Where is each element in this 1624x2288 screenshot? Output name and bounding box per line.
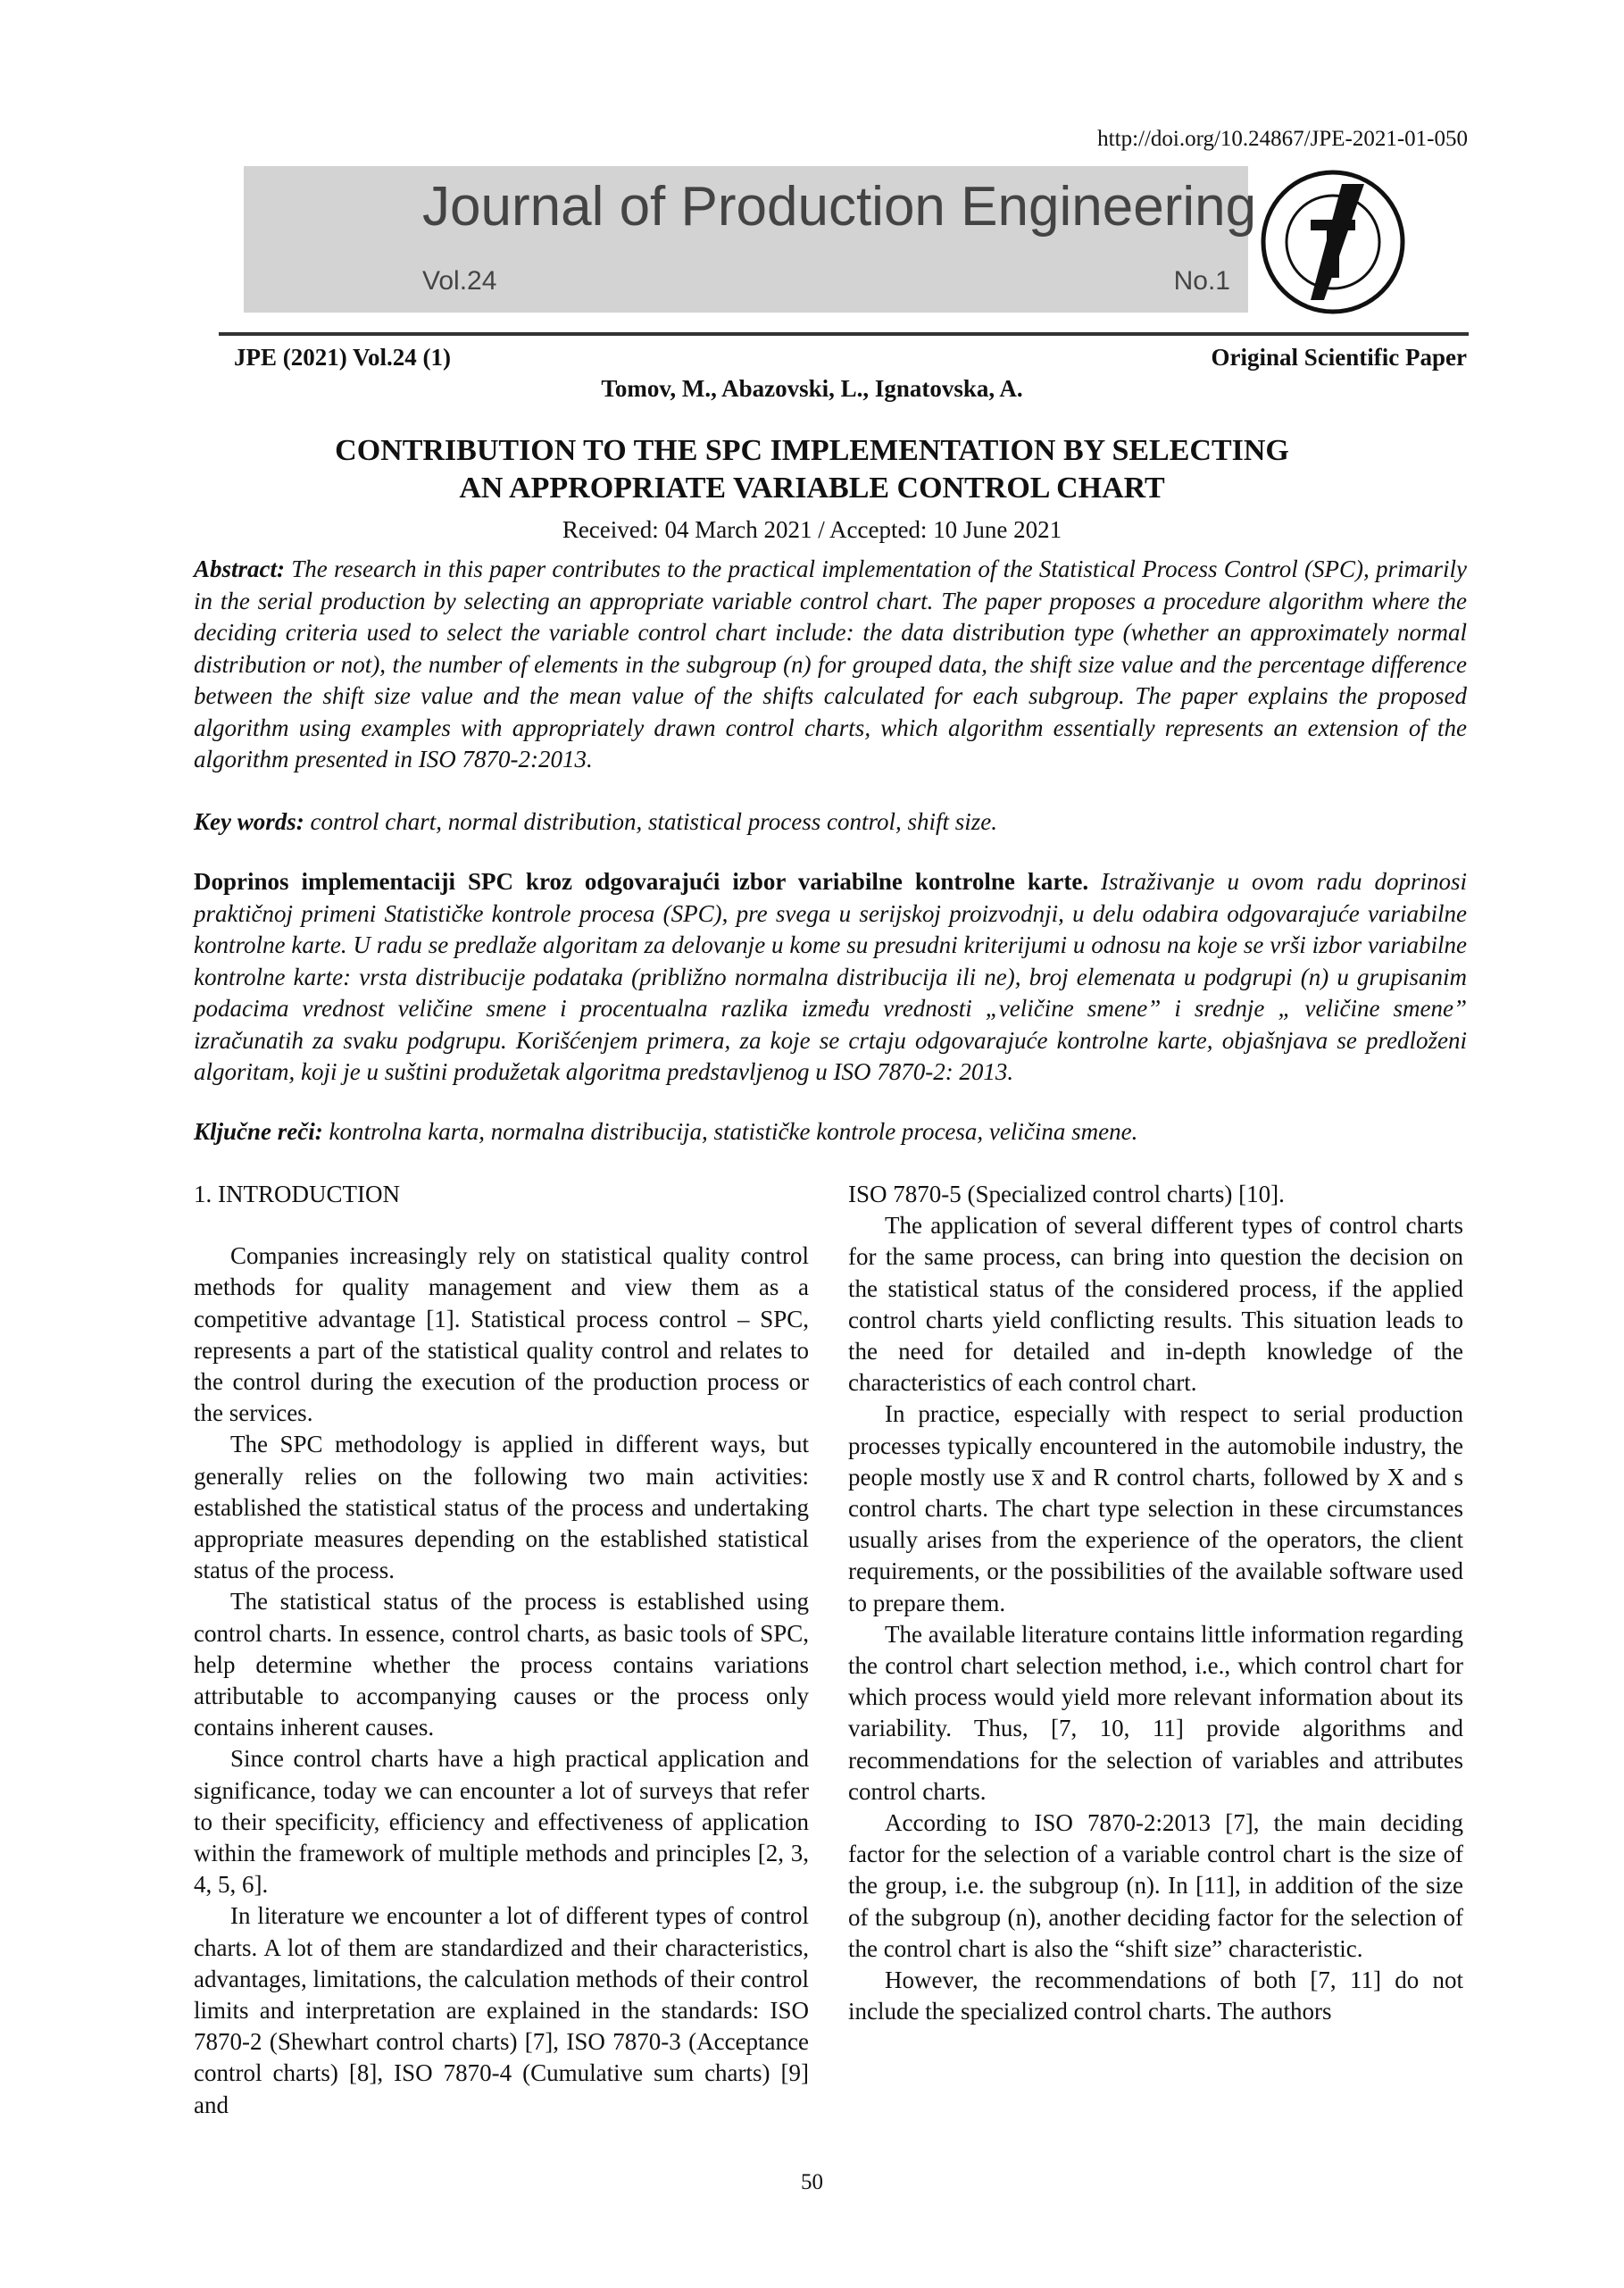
keywords-text: control chart, normal distribution, statistical process control, shift size. [304, 808, 998, 835]
serbian-keywords-text: kontrolna karta, normalna distribucija, statističke kontrole procesa, veličina smene. [322, 1118, 1138, 1145]
title-line: AN APPROPRIATE VARIABLE CONTROL CHART [459, 472, 1165, 505]
serbian-keywords [194, 1116, 1467, 1148]
citation-info: JPE (2021) Vol.24 (1) [234, 344, 451, 371]
paragraph: Since control charts have a high practical application and significance, today we can encounter a lot of surveys that refer to their specificity, efficiency and effectiveness of application within the framework of multiple methods and principles [2, 3, 4, 5, 6]. [194, 1745, 809, 1899]
paragraph-continuation: ISO 7870-5 (Specialized control charts) [10]. [848, 1181, 1285, 1207]
paragraph: In practice, especially with respect to serial production processes typically encountered in the automobile industry, the people mostly use x̅ and R control charts, followed by X and s control charts. The chart type selection in these circumstances usually arises from the experience of the operators, the client requirements, or the possibilities of the available software used to prepare them. [848, 1400, 1463, 1616]
serbian-abstract [194, 866, 1467, 1089]
issue-label: No.1 [1173, 266, 1230, 296]
paper-type: Original Scientific Paper [1211, 344, 1467, 371]
paragraph: The available literature contains little information regarding the control chart selection method, i.e., which control chart for which process would yield more relevant information about its variability. Thus, [7, 10, 11] provide algorithms and recommendations for the selection of variables and attributes control charts. [848, 1620, 1463, 1805]
page-number: 50 [801, 2170, 823, 2194]
keywords [194, 806, 1467, 839]
faculty-seal-icon [1257, 166, 1409, 318]
section-heading: 1. INTRODUCTION [194, 1181, 400, 1207]
paragraph: However, the recommendations of both [7, 11] do not include the specialized control charts. The authors [848, 1967, 1463, 2025]
abstract-label: Abstract: [194, 555, 286, 582]
doi-link[interactable]: http://doi.org/10.24867/JPE-2021-01-050 [1097, 127, 1468, 151]
authors: Tomov, M., Abazovski, L., Ignatovska, A. [601, 375, 1023, 402]
received-dates: Received: 04 March 2021 / Accepted: 10 June 2021 [562, 516, 1062, 543]
title-line: CONTRIBUTION TO THE SPC IMPLEMENTATION BY SELECTING [335, 434, 1289, 467]
right-column [848, 1179, 1463, 2027]
header-rule [219, 332, 1469, 336]
serbian-abstract-text: Istraživanje u ovom radu doprinosi praktičnoj primeni Statističke kontrole procesa (SPC), pre svega u serijskoj proizvodnji, u delu odabira odgovarajuće variabilne kontrolne karte. U radu se predlaže algoritam za delovanje u kome su presudni kriterijumi u odnosu na koje se vrši izbor variabilne kontrolne karte: vrsta distribucije podataka (približno normalna distribucija ili ne), broj elemenata u podgrupi (n) u grupisanim podacima vrednost veličine smene i procentualna razlika između vrednosti „veličine smene” i srednje „ veličine smene” izračunatih za svaku podgrupu. Korišćenjem primera, za koje se crtaju odgovarajuće kontrolne karte, objašnjava se predloženi algoritam, koji je u suštini produžetak algoritma predstavljenog u ISO 7870-2: 2013. [194, 868, 1467, 1085]
paragraph: Companies increasingly rely on statistical quality control methods for quality management and view them as a competitive advantage [1]. Statistical process control – SPC, represents a part of the statistical quality control and relates to the control during the execution of the production process or the services. [194, 1242, 809, 1427]
abstract-text: The research in this paper contributes to the practical implementation of the Statistical Process Control (SPC), primarily in the serial production by selecting an appropriate variable control chart. The paper proposes a procedure algorithm where the deciding criteria used to select the variable control chart include: the data distribution type (whether an approximately normal distribution or not), the number of elements in the subgroup (n) for grouped data, the shift size value and the percentage difference between the shift size value and the mean value of the shifts calculated for each subgroup. The paper explains the proposed algorithm using examples with appropriately drawn control charts, which algorithm essentially represents an extension of the algorithm presented in ISO 7870-2:2013. [194, 555, 1467, 772]
paragraph: The SPC methodology is applied in different ways, but generally relies on the following two main activities: established the statistical status of the process and undertaking appropriate measures depending on the established statistical status of the process. [194, 1431, 809, 1584]
keywords-label: Key words: [194, 808, 304, 835]
journal-banner [244, 166, 1257, 313]
paragraph: The application of several different types of control charts for the same process, can bring into question the decision on the statistical status of the considered process, if the applied control charts yield conflicting results. This situation leads to the need for detailed and in-depth knowledge of the characteristics of each control chart. [848, 1212, 1463, 1397]
serbian-title: Doprinos implementaciji SPC kroz odgovarajući izbor variabilne kontrolne karte. [194, 868, 1089, 895]
journal-title: Journal of Production Engineering [422, 176, 1257, 238]
paragraph: According to ISO 7870-2:2013 [7], the main deciding factor for the selection of a variable control chart is the size of the group, i.e. the subgroup (n). In [11], in addition of the size of the subgroup (n), another deciding factor for the selection of the control chart is also the “shift size” characteristic. [848, 1809, 1463, 1962]
serbian-keywords-label: Ključne reči: [194, 1118, 323, 1145]
abstract [194, 554, 1467, 776]
volume-label: Vol.24 [422, 266, 497, 296]
paragraph: The statistical status of the process is established using control charts. In essence, control charts, as basic tools of SPC, help determine whether the process contains variations attributable to accompanying causes or the process only contains inherent causes. [194, 1588, 809, 1741]
paper-title [0, 432, 1624, 507]
left-column [194, 1179, 809, 2121]
paragraph: In literature we encounter a lot of different types of control charts. A lot of them are standardized and their characteristics, advantages, limitations, the calculation methods of their control limits and interpretation are explained in the standards: ISO 7870-2 (Shewhart control charts) [7], ISO 7870-3 (Acceptance control charts) [8], ISO 7870-4 (Cumulative sum charts) [9] and [194, 1902, 809, 2118]
